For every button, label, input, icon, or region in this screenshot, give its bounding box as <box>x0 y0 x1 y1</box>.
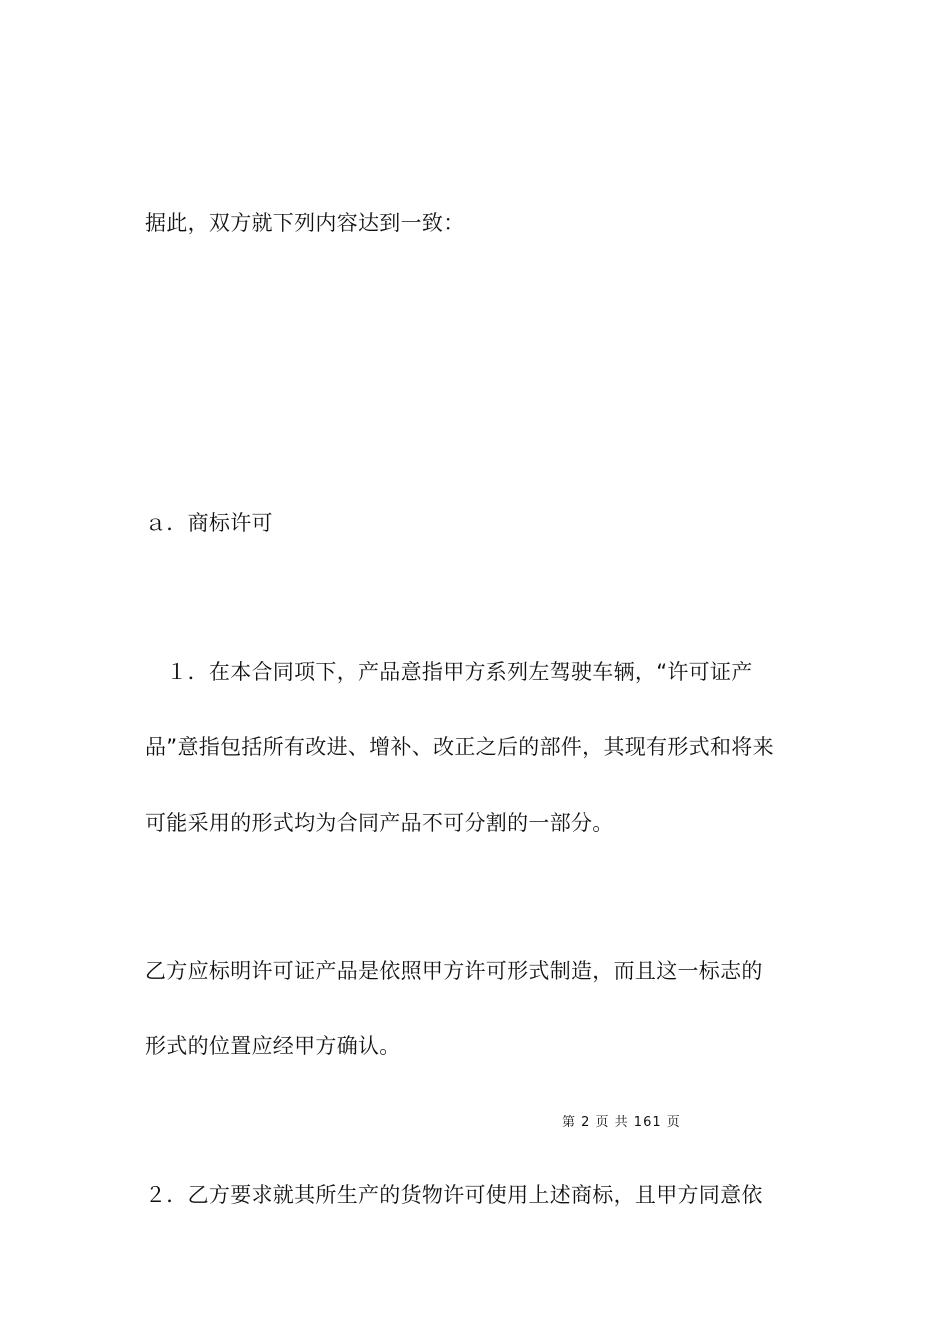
intro-text: 据此，双方就下列内容达到一致： <box>145 211 465 235</box>
page-number-footer: 第 2 页 共 161 页 <box>562 1115 681 1130</box>
clause-1-line-3: 可能采用的形式均为合同产品不可分割的一部分。 <box>145 811 614 835</box>
clause-1-line-2: 品”意指包括所有改进、增补、改正之后的部件，其现有形式和将来 <box>145 735 774 759</box>
section-heading: ａ．商标许可 <box>145 511 273 535</box>
paragraph-2-line-2: 形式的位置应经甲方确认。 <box>145 1034 401 1058</box>
paragraph-2-line-1: 乙方应标明许可证产品是依照甲方许可形式制造，而且这一标志的 <box>145 959 763 983</box>
clause-2-line-1: ２．乙方要求就其所生产的货物许可使用上述商标，且甲方同意依 <box>145 1183 763 1207</box>
clause-1-line-1: １．在本合同项下，产品意指甲方系列左驾驶车辆，“许可证产 <box>145 660 753 684</box>
